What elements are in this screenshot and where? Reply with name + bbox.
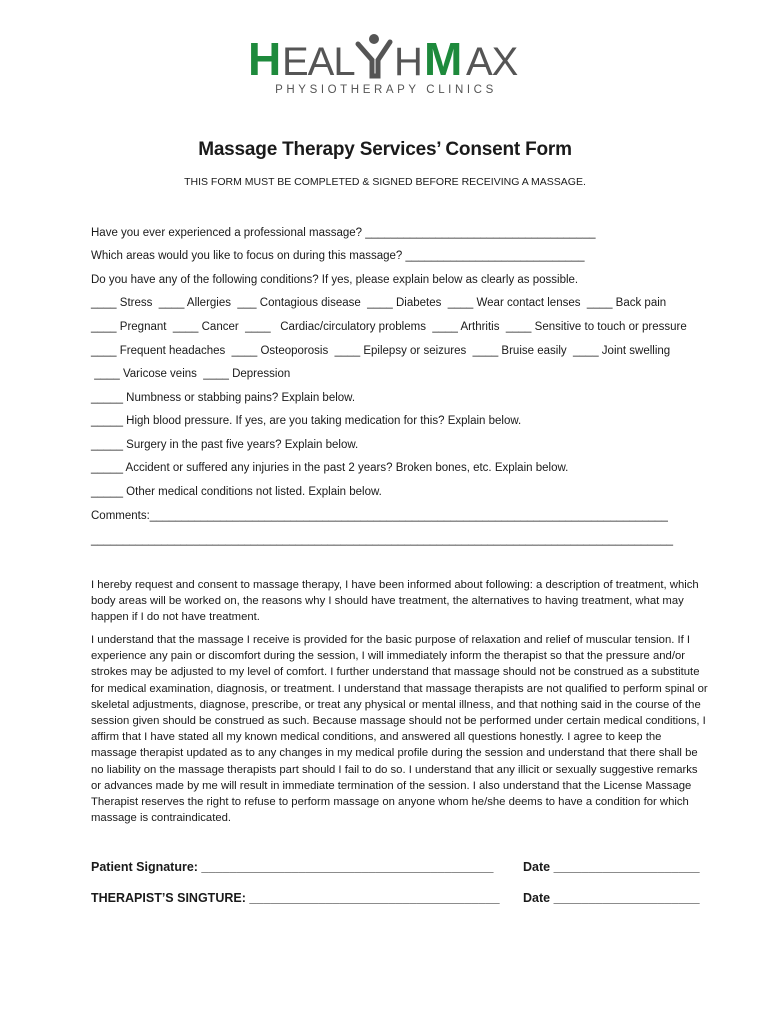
logo-tagline: PHYSIOTHERAPY CLINICS [275, 84, 497, 96]
followup-surgery[interactable]: _____ Surgery in the past five years? Explain below. [91, 439, 359, 451]
clinic-logo [248, 30, 520, 102]
svg-text:H: H [394, 40, 423, 84]
svg-text:M: M [424, 33, 463, 85]
comments-line-2[interactable]: ___________________________________________________________________________________________ [91, 534, 674, 546]
therapist-date-field[interactable]: Date _____________________ [523, 891, 700, 905]
figure-icon [358, 34, 390, 76]
followup-accident[interactable]: _____ Accident or suffered any injuries in the past 2 years? Broken bones, etc. Explain below. [91, 462, 569, 474]
question-focus-areas[interactable]: Which areas would you like to focus on during this massage? ____________________________ [91, 250, 585, 262]
followup-blood-pressure[interactable]: _____ High blood pressure. If yes, are you taking medication for this? Explain below. [91, 415, 522, 427]
question-professional-massage[interactable]: Have you ever experienced a professional massage? ____________________________________ [91, 227, 596, 239]
patient-signature-field[interactable]: Patient Signature: __________________________________________ [91, 860, 494, 874]
conditions-row-4[interactable]: ____ Varicose veins ____ Depression [91, 368, 291, 380]
conditions-row-1[interactable]: ____ Stress ____ Allergies ___ Contagious disease ____ Diabetes ____ Wear contact lenses ____ Back pain [91, 297, 667, 309]
patient-date-field[interactable]: Date _____________________ [523, 860, 700, 874]
consent-paragraph-2: I understand that the massage I receive is provided for the basic purpose of relaxation and relief of muscular tension. If I experience any pain or discomfort during the session, I will immediately inform the therapist so that the pressure and/or strokes may be adjusted to my level of comfort. I further understand that massage should not be construed as a substitute for medical examination, diagnosis, or treatment. I understand that massage therapists are not qualified to perform spinal or skeletal adjustments, diagnose, prescribe, or treat any physical or mental illness, and that nothing said in the course of the session given should be construed as such. Because massage should not be performed under certain medical conditions, I affirm that I have stated all my known medical conditions, and answered all questions honestly. I agree to keep the massage therapist updated as to any changes in my medical profile during the session and understand that there shall be no liability on the massage therapists part should I fail to do so. I understand that any illicit or sexually suggestive remarks or advances made by me will result in immediate termination of the session. I also understand that the License Massage Therapist reserves the right to refuse to perform massage on anyone whom he/she deems to have a condition for which massage is contraindicated. [91, 634, 708, 825]
consent-paragraph-1: I hereby request and consent to massage therapy, I have been informed about following: a description of treatment, which body areas will be worked on, the reasons why I should have treatment, the alternatives to having treatment, what may happen if I do not have treatment. [91, 579, 699, 624]
page-title: Massage Therapy Services’ Consent Form [198, 139, 572, 160]
question-conditions: Do you have any of the following conditions? If yes, please explain below as clearly as possible. [91, 274, 579, 286]
conditions-row-2[interactable]: ____ Pregnant ____ Cancer ____ Cardiac/circulatory problems ____ Arthritis ____ Sensitive to touch or pressure [91, 321, 687, 333]
svg-text:AX: AX [466, 40, 518, 84]
comments-line-1[interactable]: Comments:_________________________________________________________________________________ [91, 510, 668, 522]
conditions-row-3[interactable]: ____ Frequent headaches ____ Osteoporosis ____ Epilepsy or seizures ____ Bruise easily ____ Joint swelling [91, 345, 671, 357]
followup-other-conditions[interactable]: _____ Other medical conditions not listed. Explain below. [91, 486, 382, 498]
page-subtitle: THIS FORM MUST BE COMPLETED & SIGNED BEFORE RECEIVING A MASSAGE. [184, 176, 586, 188]
followup-numbness[interactable]: _____ Numbness or stabbing pains? Explain below. [91, 392, 356, 404]
therapist-signature-field[interactable]: THERAPIST’S SINGTURE: ____________________________________ [91, 891, 500, 905]
svg-text:H: H [248, 33, 281, 85]
svg-text:EAL: EAL [282, 40, 355, 84]
